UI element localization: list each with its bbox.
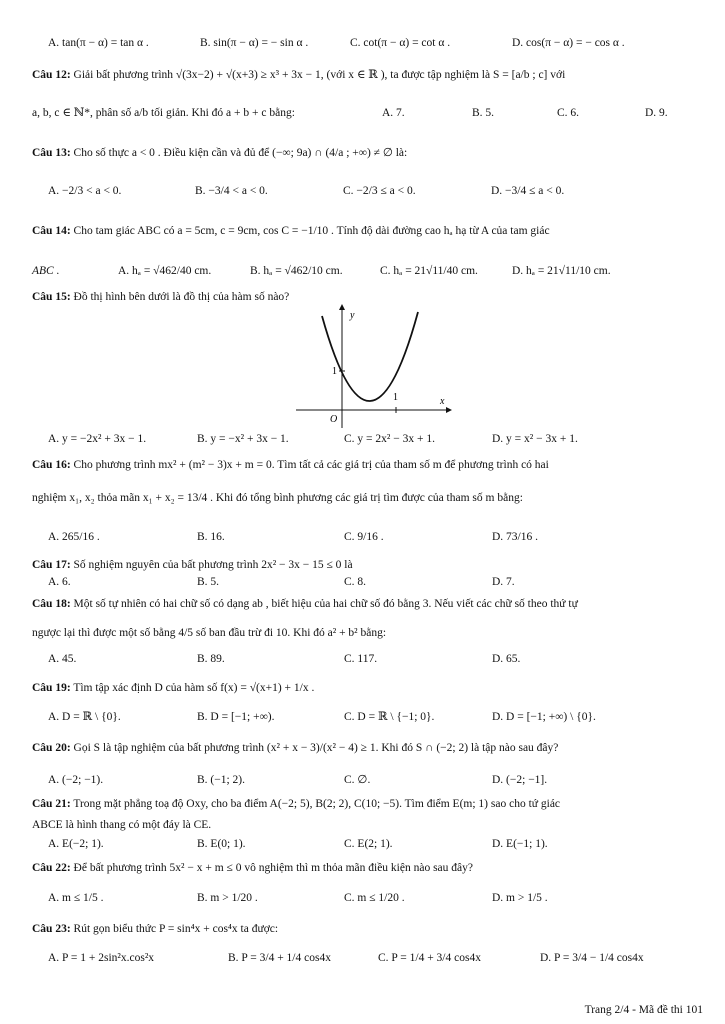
option-c: C. 9/16 . [344,531,384,543]
option-c: C. m ≤ 1/20 . [344,892,405,904]
question-text: Cho số thực a < 0 . Điều kiện cần và đủ để (−∞; 9a) ∩ (4/a ; +∞) ≠ ∅ là: [73,147,408,159]
question-19 [32,681,703,696]
option-a: A. y = −2x² + 3x − 1. [48,433,147,445]
question-label: Câu 16: [32,459,71,471]
option-a: A. 6. [48,576,71,588]
option-a: A. 7. [382,107,405,119]
question-14 [32,224,703,239]
exam-page [32,0,703,1024]
option-c: C. ∅. [344,774,371,786]
option-b: B. 16. [197,531,225,543]
option-b: B. (−1; 2). [197,774,246,786]
option-a: A. (−2; −1). [48,774,104,786]
option-b: B. P = 3/4 + 1/4 cos4x [228,952,331,964]
option-d: D. −3/4 ≤ a < 0. [491,185,565,197]
y-axis-label: y [350,310,355,321]
option-b: B. D = [−1; +∞). [197,711,275,723]
option-d: D. (−2; −1]. [492,774,548,786]
option-d: D. 73/16 . [492,531,538,543]
option-a: A. hₐ = √462/40 cm. [118,265,212,277]
option-d: D. P = 3/4 − 1/4 cos4x [540,952,644,964]
option-b: B. 89. [197,653,225,665]
question-label: Câu 18: [32,598,71,610]
option-d: D. E(−1; 1). [492,838,548,850]
question-text: Số nghiệm nguyên của bất phương trình 2x² − 3x − 15 ≤ 0 là [73,559,353,571]
question-12 [32,68,703,83]
option-c: C. y = 2x² − 3x + 1. [344,433,435,445]
question-21 [32,797,703,812]
option-c: C. cot(π − α) = cot α . [350,37,451,49]
question-text: Cho phương trình mx² + (m² − 3)x + m = 0. Tìm tất cả các giá trị của tham số m để phương trình có hai [73,459,549,471]
option-c: C. 117. [344,653,378,665]
tick-y-label: 1 [332,366,337,377]
option-d: D. 9. [645,107,668,119]
option-a: A. E(−2; 1). [48,838,104,850]
question-text-cont: ABC . [32,265,60,277]
page-footer: Trang 2/4 - Mã đề thi 101 [584,1004,703,1016]
question-text: Tìm tập xác định D của hàm số f(x) = √(x+1) + 1/x . [73,682,315,694]
question-label: Câu 22: [32,862,71,874]
question-20 [32,741,703,756]
parabola-curve [322,312,418,401]
option-d: D. D = [−1; +∞) \ {0}. [492,711,596,723]
question-label: Câu 15: [32,291,71,303]
option-b: B. 5. [197,576,220,588]
question-label: Câu 20: [32,742,71,754]
option-a: A. tan(π − α) = tan α . [48,37,149,49]
option-a: A. −2/3 < a < 0. [48,185,122,197]
option-d: D. cos(π − α) = − cos α . [512,37,625,49]
option-c: C. 8. [344,576,367,588]
option-a: A. D = ℝ \ {0}. [48,711,121,723]
option-b: B. 5. [472,107,495,119]
option-c: C. −2/3 ≤ a < 0. [343,185,416,197]
x-axis-arrow [446,407,452,413]
question-label: Câu 12: [32,69,71,81]
option-b: B. y = −x² + 3x − 1. [197,433,289,445]
tick-x-label: 1 [393,392,398,403]
question-22 [32,861,703,876]
y-axis-arrow [339,304,345,310]
question-text-cont: a, b, c ∈ ℕ*, phân số a/b tối giản. Khi đó a + b + c bằng: [32,107,295,119]
question-16-line2 [32,491,703,506]
question-label: Câu 17: [32,559,71,571]
question-13 [32,146,703,161]
question-text: Để bất phương trình 5x² − x + m ≤ 0 vô nghiệm thì m thỏa mãn điều kiện nào sau đây? [73,862,473,874]
question-text: Giải bất phương trình √(3x−2) + √(x+3) ≥ x³ + 3x − 1, (với x ∈ ℝ ), ta được tập nghiệm là S = [a/b ; c] với [73,69,566,81]
question-label: Câu 21: [32,798,71,810]
question-21-line2 [32,818,703,833]
question-text: Gọi S là tập nghiệm của bất phương trình (x² + x − 3)/(x² − 4) ≥ 1. Khi đó S ∩ (−2; 2) là tập nào sau đây? [73,742,559,754]
question-text-cont: ngược lại thì được một số bằng 4/5 số ban đầu trừ đi 10. Khi đó a² + b² bằng: [32,627,387,639]
question-16 [32,458,703,473]
option-d: D. hₐ = 21√11/10 cm. [512,265,611,277]
question-label: Câu 14: [32,225,71,237]
question-18-line2 [32,626,703,641]
option-c: C. hₐ = 21√11/40 cm. [380,265,478,277]
option-d: D. 7. [492,576,515,588]
question-text: Cho tam giác ABC có a = 5cm, c = 9cm, cos C = −1/10 . Tính độ dài đường cao hₐ hạ từ A của tam giác [73,225,550,237]
option-a: A. 265/16 . [48,531,100,543]
option-c: C. D = ℝ \ {−1; 0}. [344,711,435,723]
option-a: A. 45. [48,653,77,665]
option-b: B. m > 1/20 . [197,892,258,904]
option-b: B. E(0; 1). [197,838,246,850]
option-d: D. m > 1/5 . [492,892,548,904]
question-14-options [32,264,703,279]
option-b: B. −3/4 < a < 0. [195,185,268,197]
question-text-cont: nghiệm x₁, x₂ thỏa mãn x₁ + x₂ = 13/4 . Khi đó tổng bình phương các giá trị tìm được của tham số m bằng: [32,492,523,504]
question-text: Một số tự nhiên có hai chữ số có dạng ab , biết hiệu của hai chữ số đó bằng 3. Nếu viết các chữ số theo thứ tự [73,598,578,610]
origin-label: O [330,414,338,425]
question-text-cont: ABCE là hình thang có một đáy là CE. [32,819,212,831]
option-d: D. y = x² − 3x + 1. [492,433,578,445]
question-text: Đồ thị hình bên dưới là đồ thị của hàm số nào? [73,291,290,303]
question-label: Câu 13: [32,147,71,159]
option-d: D. 65. [492,653,521,665]
option-c: C. E(2; 1). [344,838,393,850]
question-18 [32,597,703,612]
question-23 [32,922,703,937]
question-text: Rút gọn biểu thức P = sin⁴x + cos⁴x ta được: [73,923,279,935]
question-label: Câu 19: [32,682,71,694]
option-a: A. P = 1 + 2sin²x.cos²x [48,952,155,964]
question-text: Trong mặt phẳng toạ độ Oxy, cho ba điểm A(−2; 5), B(2; 2), C(10; −5). Tìm điểm E(m; 1) sao cho tứ giác [73,798,561,810]
option-b: B. sin(π − α) = − sin α . [200,37,309,49]
question-12-line2 [32,106,703,121]
x-axis-label: x [440,396,445,407]
question-label: Câu 23: [32,923,71,935]
option-c: C. P = 1/4 + 3/4 cos4x [378,952,481,964]
parabola-graph [294,302,454,430]
option-b: B. hₐ = √462/10 cm. [250,265,343,277]
option-c: C. 6. [557,107,580,119]
question-17 [32,558,703,573]
option-a: A. m ≤ 1/5 . [48,892,104,904]
